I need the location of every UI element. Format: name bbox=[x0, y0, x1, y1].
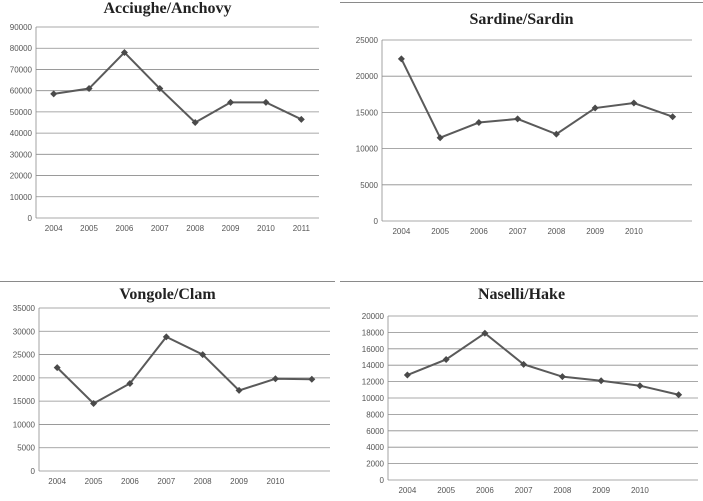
y-tick-label: 50000 bbox=[9, 107, 32, 117]
y-tick-label: 10000 bbox=[361, 394, 384, 403]
x-tick-label: 2007 bbox=[508, 227, 527, 236]
y-tick-label: 2000 bbox=[366, 459, 384, 469]
x-tick-label: 2009 bbox=[586, 227, 605, 236]
x-tick-label: 2008 bbox=[193, 477, 212, 486]
chart-panel-clam bbox=[0, 280, 335, 501]
y-tick-label: 16000 bbox=[361, 344, 384, 354]
data-point bbox=[308, 376, 315, 383]
data-point bbox=[630, 99, 637, 106]
y-tick-label: 0 bbox=[379, 476, 384, 485]
data-point bbox=[669, 113, 676, 120]
x-tick-label: 2005 bbox=[84, 477, 103, 486]
y-tick-label: 5000 bbox=[17, 443, 35, 453]
data-point bbox=[675, 391, 682, 398]
y-tick-label: 12000 bbox=[361, 377, 384, 387]
x-tick-label: 2005 bbox=[437, 486, 456, 495]
x-tick-label: 2010 bbox=[630, 486, 649, 495]
chart-title: Vongole/Clam bbox=[119, 286, 216, 303]
y-tick-label: 0 bbox=[27, 214, 32, 223]
data-point bbox=[298, 116, 305, 123]
x-tick-label: 2007 bbox=[514, 486, 533, 495]
x-tick-label: 2009 bbox=[230, 477, 248, 486]
y-tick-label: 4000 bbox=[366, 443, 384, 453]
y-tick-label: 30000 bbox=[12, 327, 35, 337]
x-tick-label: 2009 bbox=[221, 224, 240, 233]
y-tick-label: 25000 bbox=[355, 36, 378, 45]
x-tick-label: 2005 bbox=[80, 224, 98, 233]
y-tick-label: 0 bbox=[30, 467, 35, 476]
data-point bbox=[636, 382, 643, 389]
chart-panel-sardin bbox=[340, 0, 703, 250]
chart-plot-sardin bbox=[340, 0, 703, 250]
data-point bbox=[50, 90, 57, 97]
y-tick-label: 18000 bbox=[361, 328, 384, 338]
chart-plot-clam bbox=[0, 280, 335, 501]
x-tick-label: 2004 bbox=[392, 227, 411, 236]
y-tick-label: 20000 bbox=[12, 373, 35, 383]
data-point bbox=[262, 99, 269, 106]
x-tick-label: 2004 bbox=[44, 224, 63, 233]
y-tick-label: 30000 bbox=[9, 150, 32, 160]
chart-plot-hake bbox=[340, 280, 703, 501]
y-tick-label: 80000 bbox=[9, 44, 32, 54]
x-tick-label: 2004 bbox=[398, 486, 417, 495]
x-tick-label: 2009 bbox=[592, 486, 611, 495]
y-tick-label: 25000 bbox=[12, 350, 35, 360]
x-tick-label: 2004 bbox=[48, 477, 67, 486]
data-point bbox=[398, 55, 405, 62]
data-point bbox=[514, 115, 521, 122]
y-tick-label: 40000 bbox=[9, 129, 32, 139]
x-tick-label: 2008 bbox=[186, 224, 205, 233]
y-tick-label: 20000 bbox=[355, 72, 378, 82]
chart-panel-hake bbox=[340, 280, 703, 501]
data-point bbox=[598, 377, 605, 384]
x-tick-label: 2010 bbox=[624, 227, 643, 236]
data-point bbox=[404, 372, 411, 379]
y-tick-label: 15000 bbox=[355, 108, 378, 118]
y-tick-label: 8000 bbox=[366, 410, 384, 420]
y-tick-label: 35000 bbox=[12, 304, 35, 313]
series-line bbox=[401, 59, 672, 138]
chart-plot-anchovy bbox=[0, 0, 335, 250]
y-tick-label: 0 bbox=[373, 217, 378, 226]
y-tick-label: 6000 bbox=[366, 426, 384, 436]
y-tick-label: 15000 bbox=[12, 397, 35, 407]
y-tick-label: 70000 bbox=[9, 65, 32, 75]
data-point bbox=[437, 134, 444, 141]
y-tick-label: 10000 bbox=[9, 192, 32, 202]
y-tick-label: 10000 bbox=[355, 144, 378, 154]
y-tick-label: 60000 bbox=[9, 86, 32, 96]
y-tick-label: 14000 bbox=[361, 361, 384, 371]
x-tick-label: 2006 bbox=[469, 227, 488, 236]
chart-title: Naselli/Hake bbox=[477, 286, 566, 303]
y-tick-label: 10000 bbox=[12, 420, 35, 430]
x-tick-label: 2008 bbox=[547, 227, 566, 236]
x-tick-label: 2010 bbox=[266, 477, 285, 486]
data-point bbox=[559, 373, 566, 380]
x-tick-label: 2011 bbox=[292, 224, 310, 233]
data-point bbox=[475, 119, 482, 126]
chart-panel-anchovy bbox=[0, 0, 335, 250]
series-line bbox=[57, 337, 312, 404]
data-point bbox=[272, 375, 279, 382]
y-tick-label: 5000 bbox=[360, 180, 378, 190]
x-tick-label: 2010 bbox=[257, 224, 275, 233]
x-tick-label: 2006 bbox=[475, 486, 494, 495]
y-tick-label: 20000 bbox=[361, 312, 384, 321]
y-tick-label: 90000 bbox=[9, 23, 32, 32]
chart-title: Sardine/Sardin bbox=[469, 11, 574, 28]
x-tick-label: 2007 bbox=[157, 477, 176, 486]
y-tick-label: 20000 bbox=[9, 171, 32, 181]
x-tick-label: 2007 bbox=[150, 224, 169, 233]
x-tick-label: 2006 bbox=[115, 224, 134, 233]
x-tick-label: 2006 bbox=[121, 477, 139, 486]
chart-title: Acciughe/Anchovy bbox=[103, 0, 232, 17]
x-tick-label: 2005 bbox=[431, 227, 450, 236]
x-tick-label: 2008 bbox=[553, 486, 572, 495]
